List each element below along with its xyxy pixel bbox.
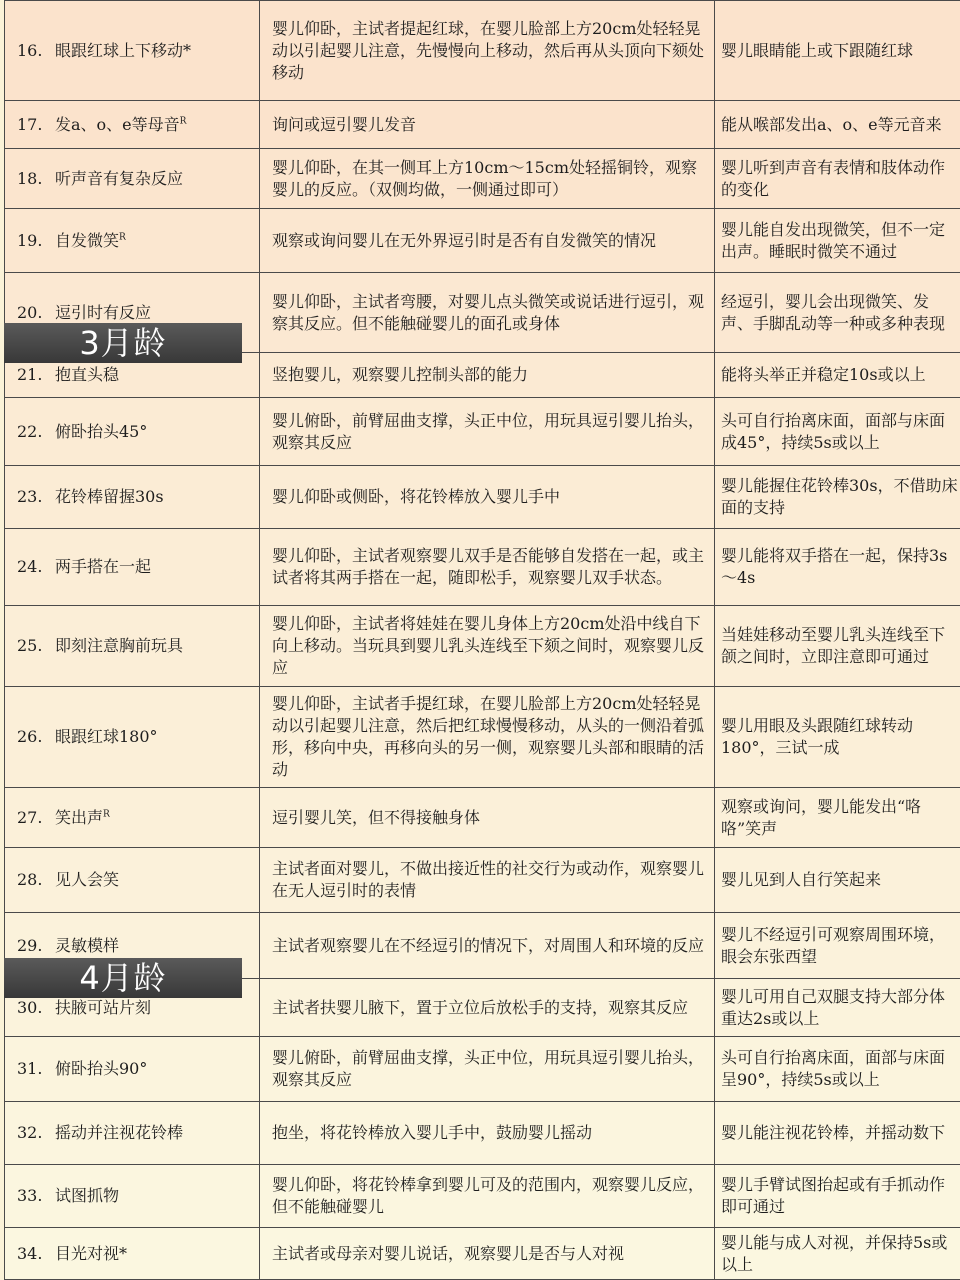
item-number: 29. (17, 935, 43, 955)
method-cell: 主试者扶婴儿腋下，置于立位后放松手的支持，观察其反应 (260, 979, 715, 1037)
report-marker: R (179, 116, 187, 127)
criteria-cell: 观察或询问，婴儿能发出“咯咯”笑声 (715, 788, 960, 848)
item-title: 目光对视* (55, 1243, 128, 1263)
method-cell: 婴儿仰卧，主试者观察婴儿双手是否能够自发搭在一起，或主试者将其两手搭在一起，随即松手，观察婴儿双手状态。 (260, 529, 715, 606)
method-cell: 婴儿仰卧或侧卧，将花铃棒放入婴儿手中 (260, 466, 715, 529)
table-row (5, 1037, 960, 1102)
item-number: 33. (17, 1186, 43, 1205)
item-cell (5, 209, 260, 273)
table-row (5, 687, 960, 788)
method-cell: 逗引婴儿笑，但不得接触身体 (260, 788, 715, 848)
item-title: 眼跟红球180° (55, 727, 158, 746)
item-cell (5, 1228, 260, 1280)
item-cell (5, 1, 260, 101)
item-number: 23. (17, 487, 43, 506)
criteria-cell: 婴儿手臂试图抬起或有手抓动作即可通过 (715, 1165, 960, 1228)
item-cell (5, 466, 260, 529)
item-number: 34. (17, 1243, 43, 1263)
item-cell (5, 1165, 260, 1228)
criteria-cell: 婴儿能自发出现微笑，但不一定出声。睡眠时微笑不通过 (715, 209, 960, 273)
item-cell (5, 529, 260, 606)
item-cell (5, 606, 260, 687)
item-number: 26. (17, 727, 43, 746)
table-row (5, 788, 960, 848)
method-cell: 婴儿仰卧，主试者将娃娃在婴儿身体上方20cm处沿中线自下向上移动。当玩具到婴儿乳头连线至下颏之间时，观察婴儿反应 (260, 606, 715, 687)
criteria-cell: 婴儿不经逗引可观察周围环境，眼会东张西望 (715, 913, 960, 979)
method-cell: 主试者或母亲对婴儿说话，观察婴儿是否与人对视 (260, 1228, 715, 1280)
table-row (5, 1, 960, 101)
item-number: 25. (17, 636, 43, 655)
criteria-cell: 经逗引，婴儿会出现微笑、发声、手脚乱动等一种或多种表现 (715, 273, 960, 353)
criteria-cell: 婴儿用眼及头跟随红球转动180°，三试一成 (715, 687, 960, 788)
item-cell (5, 101, 260, 149)
method-cell: 婴儿仰卧，主试者手提红球，在婴儿脸部上方20cm处轻轻晃动以引起婴儿注意，然后把红球慢慢移动，从头的一侧沿着弧形，移向中央，再移向头的另一侧，观察婴儿头部和眼睛的活动 (260, 687, 715, 788)
table-row (5, 209, 960, 273)
table-row (5, 848, 960, 913)
criteria-cell: 婴儿能将双手搭在一起，保持3s～4s (715, 529, 960, 606)
method-cell: 婴儿仰卧，在其一侧耳上方10cm～15cm处轻摇铜铃，观察婴儿的反应。（双侧均做，一侧通过即可） (260, 149, 715, 209)
item-cell (5, 687, 260, 788)
table-row (5, 1165, 960, 1228)
criteria-cell: 能将头举正并稳定10s或以上 (715, 353, 960, 398)
criteria-cell: 当娃娃移动至婴儿乳头连线至下颌之间时，立即注意即可通过 (715, 606, 960, 687)
criteria-cell: 婴儿能与成人对视，并保持5s或以上 (715, 1228, 960, 1280)
item-title: 试图抓物 (55, 1186, 120, 1205)
assessment-table (4, 0, 960, 1280)
method-cell: 主试者面对婴儿，不做出接近性的社交行为或动作，观察婴儿在无人逗引时的表情 (260, 848, 715, 913)
method-cell: 婴儿俯卧，前臂屈曲支撑，头正中位，用玩具逗引婴儿抬头，观察其反应 (260, 1037, 715, 1102)
method-cell: 竖抱婴儿，观察婴儿控制头部的能力 (260, 353, 715, 398)
item-number: 19. (17, 230, 43, 250)
item-title: 摇动并注视花铃棒 (55, 1123, 184, 1142)
item-title: 眼跟红球上下移动* (55, 40, 192, 60)
item-title: 花铃棒留握30s (55, 487, 164, 506)
criteria-cell: 婴儿眼睛能上或下跟随红球 (715, 1, 960, 101)
method-cell: 婴儿仰卧，将花铃棒拿到婴儿可及的范围内，观察婴儿反应，但不能触碰婴儿 (260, 1165, 715, 1228)
item-cell (5, 848, 260, 913)
item-cell (5, 398, 260, 466)
item-title: 发a、o、e等母音 (55, 114, 180, 134)
item-title: 笑出声 (55, 807, 104, 827)
item-title: 抱直头稳 (55, 365, 120, 384)
report-marker: R (103, 809, 110, 820)
criteria-cell: 婴儿能注视花铃棒，并摇动数下 (715, 1102, 960, 1165)
criteria-cell: 婴儿听到声音有表情和肢体动作的变化 (715, 149, 960, 209)
item-number: 31. (17, 1059, 43, 1078)
item-title: 自发微笑 (55, 230, 120, 250)
age-badge-4-months: 4月龄 (4, 958, 242, 998)
item-cell (5, 1102, 260, 1165)
item-title: 俯卧抬头45° (55, 421, 148, 441)
method-cell: 观察或询问婴儿在无外界逗引时是否有自发微笑的情况 (260, 209, 715, 273)
table-row (5, 1228, 960, 1280)
item-title: 两手搭在一起 (55, 557, 152, 576)
table-row (5, 529, 960, 606)
criteria-cell: 婴儿可用自己双腿支持大部分体重达2s或以上 (715, 979, 960, 1037)
method-cell: 主试者观察婴儿在不经逗引的情况下，对周围人和环境的反应 (260, 913, 715, 979)
item-number: 16. (17, 40, 43, 60)
item-title: 扶腋可站片刻 (55, 997, 152, 1017)
table-row (5, 606, 960, 687)
item-title: 即刻注意胸前玩具 (55, 636, 184, 655)
table-row (5, 466, 960, 529)
item-title: 听声音有复杂反应 (55, 168, 184, 188)
item-number: 18. (17, 168, 43, 188)
criteria-cell: 能从喉部发出a、o、e等元音来 (715, 101, 960, 149)
method-cell: 抱坐，将花铃棒放入婴儿手中，鼓励婴儿摇动 (260, 1102, 715, 1165)
criteria-cell: 婴儿见到人自行笑起来 (715, 848, 960, 913)
item-title: 见人会笑 (55, 870, 120, 889)
method-cell: 婴儿仰卧，主试者弯腰，对婴儿点头微笑或说话进行逗引，观察其反应。但不能触碰婴儿的面孔或身体 (260, 273, 715, 353)
item-number: 17. (17, 114, 43, 134)
method-cell: 询问或逗引婴儿发音 (260, 101, 715, 149)
item-number: 24. (17, 557, 43, 576)
method-cell: 婴儿仰卧，主试者提起红球，在婴儿脸部上方20cm处轻轻晃动以引起婴儿注意，先慢慢向上移动，然后再从头顶向下颏处移动 (260, 1, 715, 101)
item-title: 逗引时有反应 (55, 302, 152, 322)
item-title: 俯卧抬头90° (55, 1059, 148, 1078)
item-cell (5, 788, 260, 848)
age-badge-3-months: 3月龄 (4, 323, 242, 363)
report-marker: R (119, 232, 126, 243)
criteria-cell: 婴儿能握住花铃棒30s，不借助床面的支持 (715, 466, 960, 529)
item-cell (5, 1037, 260, 1102)
table-row (5, 101, 960, 149)
table-row (5, 1102, 960, 1165)
item-cell (5, 149, 260, 209)
table-row (5, 149, 960, 209)
item-number: 32. (17, 1123, 43, 1142)
item-number: 27. (17, 807, 43, 827)
item-number: 21. (17, 365, 43, 384)
criteria-cell: 头可自行抬离床面，面部与床面呈90°，持续5s或以上 (715, 1037, 960, 1102)
criteria-cell: 头可自行抬离床面，面部与床面成45°，持续5s或以上 (715, 398, 960, 466)
table-row (5, 398, 960, 466)
item-number: 22. (17, 421, 43, 441)
method-cell: 婴儿俯卧，前臂屈曲支撑，头正中位，用玩具逗引婴儿抬头，观察其反应 (260, 398, 715, 466)
item-number: 30. (17, 997, 43, 1017)
item-number: 20. (17, 302, 43, 322)
item-number: 28. (17, 870, 43, 889)
item-title: 灵敏模样 (55, 935, 120, 955)
